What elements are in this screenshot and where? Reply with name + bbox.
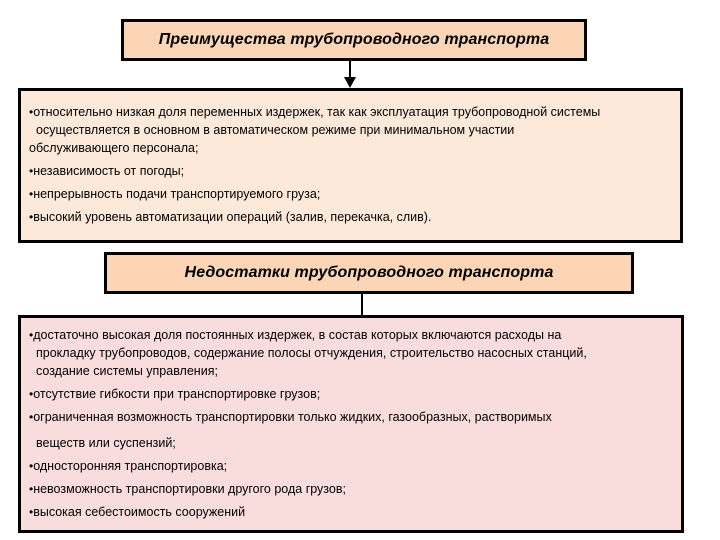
- list-item: •невозможность транспортировки другого рода грузов;: [29, 482, 346, 496]
- list-item: •односторонняя транспортировка;: [29, 459, 228, 473]
- connector-line: [360, 293, 364, 317]
- disadvantages-list: [18, 315, 684, 533]
- list-item: •непрерывность подачи транспортируемого груза;: [29, 187, 321, 201]
- disadvantages-title-box: [104, 252, 634, 294]
- list-item: •независимость от погоды;: [29, 164, 185, 178]
- advantages-title: Преимущества трубопроводного транспорта: [158, 31, 550, 48]
- list-item: •высокий уровень автоматизации операций (залив, перекачка, слив).: [29, 210, 432, 224]
- advantages-list: [18, 88, 683, 243]
- disadvantages-title: Недостатки трубопроводного транспорта: [184, 264, 554, 281]
- arrow-down-icon: [340, 60, 360, 90]
- advantages-title-box: [121, 19, 587, 61]
- list-item: •достаточно высокая доля постоянных издержек, в состав которых включаются расходы на прокладку трубопроводов, содержание полосы отчуждения, строительство насосных станций, создание системы управления;: [29, 328, 587, 378]
- list-item: •ограниченная возможность транспортировки только жидких, газообразных, растворимых веществ или суспензий;: [29, 410, 552, 450]
- list-item: •отсутствие гибкости при транспортировке грузов;: [29, 387, 321, 401]
- list-item: •высокая себестоимость сооружений: [29, 505, 246, 519]
- list-item: •относительно низкая доля переменных издержек, так как эксплуатация трубопроводной системы осуществляется в основном в автоматическом режиме при минимальном участии обслуживающего персонала;: [29, 105, 601, 155]
